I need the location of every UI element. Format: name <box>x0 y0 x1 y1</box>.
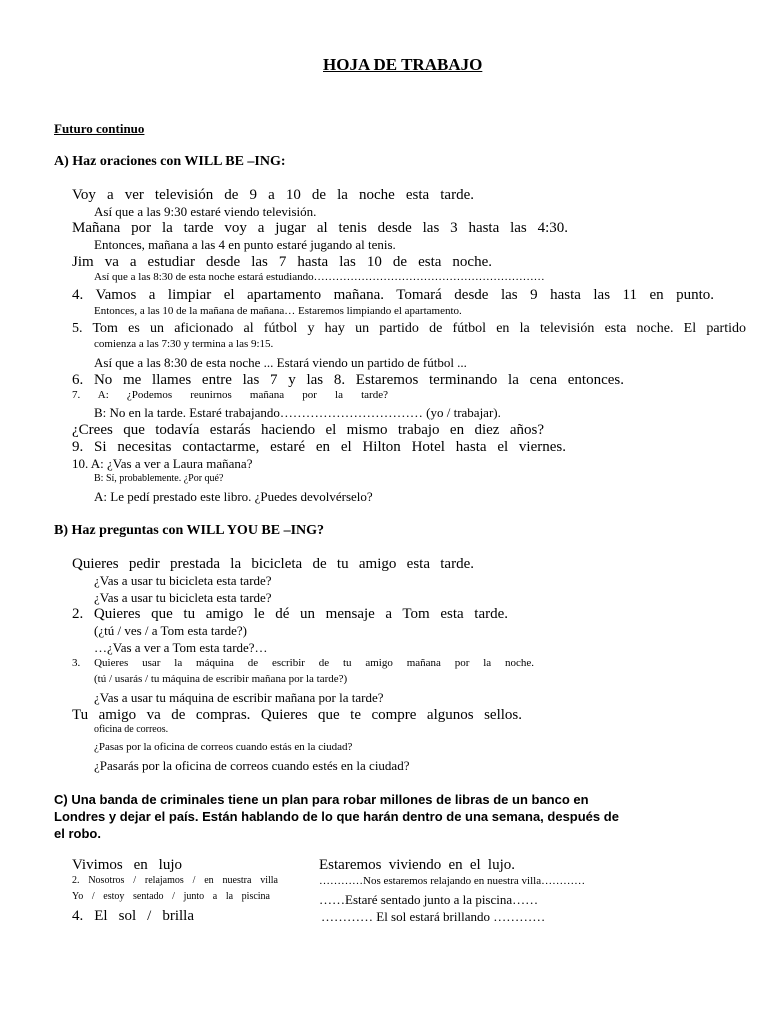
exercise-line: 7. A: ¿Podemos reunirnos mañana por la tarde? <box>72 390 388 401</box>
exercise-line: Jim va a estudiar desde las 7 hasta las 10 de esta noche. <box>72 255 492 270</box>
answer-line: Así que a las 8:30 de esta noche estará estudiando……………………………………………………… <box>94 271 545 283</box>
hint-line: oficina de correos. <box>94 724 169 735</box>
exercise-line: Quieres pedir prestada la bicicleta de tu amigo esta tarde. <box>72 557 474 572</box>
exercise-line: Mañana por la tarde voy a jugar al tenis desde las 3 hasta las 4:30. <box>72 221 568 236</box>
exercise-line: 6. No me llames entre las 7 y las 8. Estaremos terminando la cena entonces. <box>72 373 624 388</box>
hint-line: (¿tú / ves / a Tom esta tarde?) <box>94 623 247 638</box>
answer-item: ……Estaré sentado junto a la piscina…… <box>319 892 539 907</box>
prompt-item: 2. Nosotros / relajamos / en nuestra villa <box>72 876 278 886</box>
answer-line: Entonces, mañana a las 4 en punto estaré jugando al tenis. <box>94 237 396 252</box>
exercise-line-continued: comienza a las 7:30 y termina a las 9:15. <box>94 338 274 350</box>
answer-line: ¿Vas a usar tu bicicleta esta tarde? <box>94 590 272 605</box>
answer-item: …………Nos estaremos relajando en nuestra villa………… <box>319 875 586 887</box>
prompt-item: Yo / estoy sentado / junto a la piscina <box>72 892 270 902</box>
exercise-line: ¿Crees que todavía estarás haciendo el mismo trabajo en diez años? <box>72 423 544 438</box>
section-c-heading: C) Una banda de criminales tiene un plan para robar millones de libras de un banco en Londres y dejar el país. Están hablando de lo que harán dentro de una semana, después de el robo. <box>54 792 619 841</box>
exercise-line: 10. A: ¿Vas a ver a Laura mañana? <box>72 456 253 471</box>
answer-line: ¿Pasarás por la oficina de correos cuando estés en la ciudad? <box>94 758 410 773</box>
answer-line: B: No en la tarde. Estaré trabajando…………………………… (yo / trabajar). <box>94 405 501 420</box>
exercise-line-continued: B: Sí, probablemente. ¿Por qué? <box>94 473 224 484</box>
hint-line: (tú / usarás / tu máquina de escribir mañana por la tarde?) <box>94 673 348 685</box>
exercise-line: Tu amigo va de compras. Quieres que te compre algunos sellos. <box>72 708 522 723</box>
prompt-item: 4. El sol / brilla <box>72 909 194 924</box>
page-title: HOJA DE TRABAJO <box>323 55 483 74</box>
exercise-line: 4. Vamos a limpiar el apartamento mañana. Tomará desde las 9 hasta las 11 en punto. <box>72 288 714 303</box>
answer-line: ¿Vas a usar tu máquina de escribir mañana por la tarde? <box>94 690 384 705</box>
section-subtitle: Futuro continuo <box>54 121 145 136</box>
answer-line: Así que a las 9:30 estaré viendo televisión. <box>94 204 317 219</box>
answer-line: Así que a las 8:30 de esta noche ... Estará viendo un partido de fútbol ... <box>94 355 467 370</box>
section-b-heading: B) Haz preguntas con WILL YOU BE –ING? <box>54 523 325 538</box>
answer-line: A: Le pedí prestado este libro. ¿Puedes devolvérselo? <box>94 489 373 504</box>
answer-item: Estaremos viviendo en el lujo. <box>319 858 515 873</box>
exercise-line: Voy a ver televisión de 9 a 10 de la noche esta tarde. <box>72 188 474 203</box>
exercise-line: 5. Tom es un aficionado al fútbol y hay un partido de fútbol en la televisión esta noche. El partido <box>72 322 746 336</box>
answer-line: …¿Vas a ver a Tom esta tarde?… <box>94 640 268 655</box>
answer-line: ¿Pasas por la oficina de correos cuando estás en la ciudad? <box>94 741 353 753</box>
answer-line: Entonces, a las 10 de la mañana de mañana… Estaremos limpiando el apartamento. <box>94 305 462 317</box>
prompt-item: Vivimos en lujo <box>72 858 182 873</box>
answer-line: ¿Vas a usar tu bicicleta esta tarde? <box>94 573 272 588</box>
answer-item: ………… El sol estará brillando ………… <box>321 909 546 924</box>
exercise-line: 9. Si necesitas contactarme, estaré en el Hilton Hotel hasta el viernes. <box>72 440 566 455</box>
exercise-line: 3. Quieres usar la máquina de escribir de tu amigo mañana por la noche. <box>72 658 534 669</box>
section-a-heading: A) Haz oraciones con WILL BE –ING: <box>54 154 286 169</box>
exercise-line: 2. Quieres que tu amigo le dé un mensaje a Tom esta tarde. <box>72 607 508 622</box>
